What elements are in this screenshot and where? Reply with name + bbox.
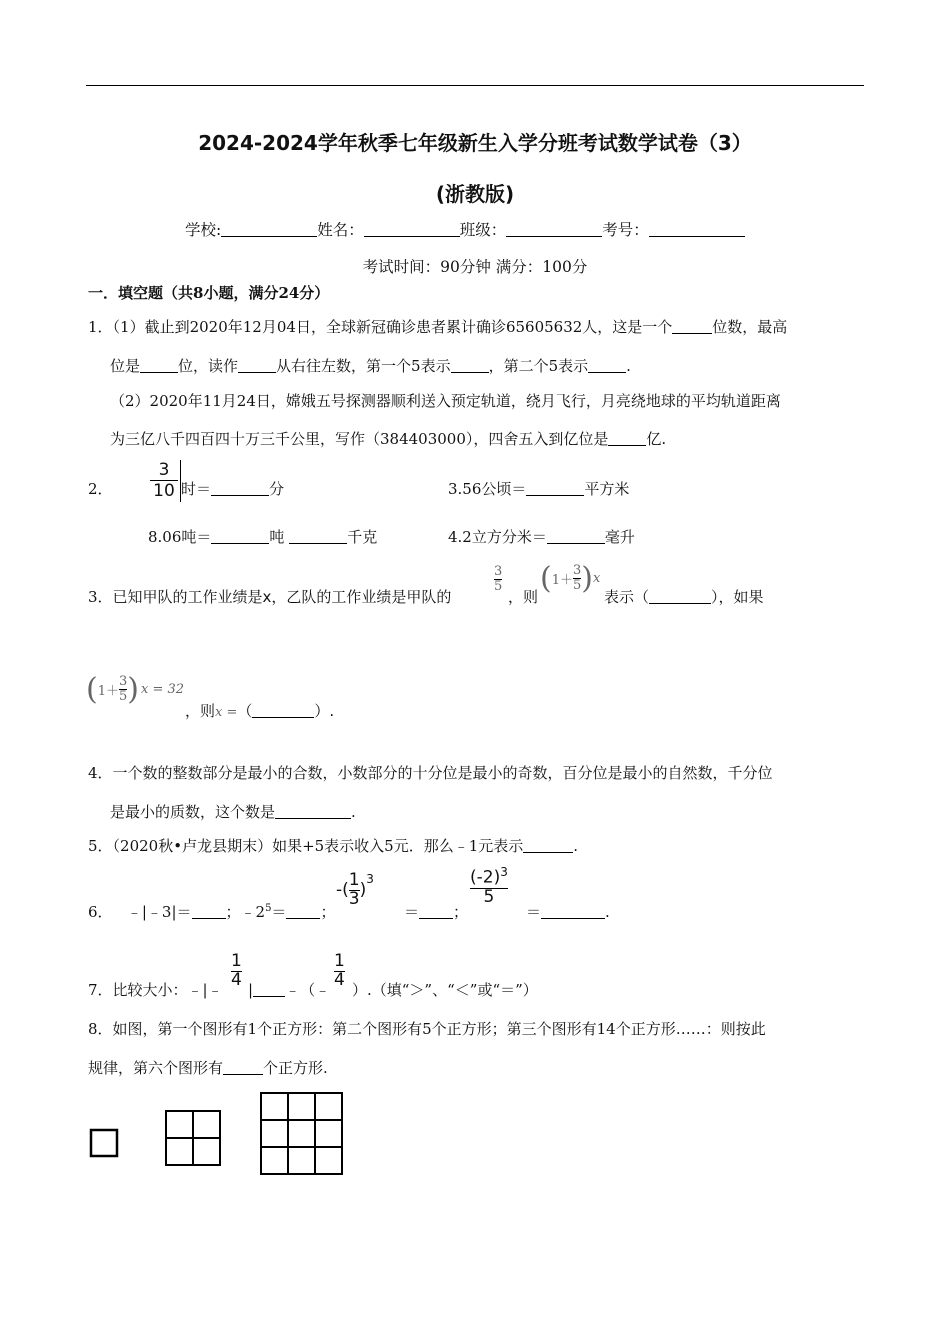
q2-b-unit: 平方米	[584, 480, 630, 498]
figure-3x3	[261, 1093, 342, 1174]
q3-frac-numerator: 3	[494, 564, 503, 579]
exam-time-info: 考试时间：90分钟 满分：100分	[362, 258, 588, 276]
q4-text-2: 是最小的质数，这个数是	[110, 803, 276, 821]
q7-blank[interactable]	[253, 981, 285, 997]
class-label: 班级：	[459, 221, 507, 239]
q3-text-4: ），如果	[711, 588, 764, 606]
q7-fraction-2	[334, 953, 345, 990]
q2-d-text: 4.2立方分米＝	[448, 528, 547, 546]
q6-exp-1: 5	[265, 903, 272, 914]
q1-line-2	[110, 355, 631, 376]
q6-line-c	[526, 901, 610, 922]
q1-text-d1: 为三亿八千四百四十万三千公里，写作（384403000），四舍五入到亿位是	[110, 430, 609, 448]
q3-text-1: 已知甲队的工作业绩是x，乙队的工作业绩是甲队的	[112, 588, 452, 606]
q6-text-2: ；﹣2	[225, 903, 266, 921]
q6-e2-exp: 3	[500, 865, 508, 879]
q3-text-3: 表示（	[604, 588, 650, 606]
q6-line	[88, 901, 335, 922]
exam-no-blank[interactable]	[649, 221, 745, 238]
q7-number: 7．	[88, 981, 113, 999]
q6-e1-post: )	[359, 880, 367, 901]
q7-part-1	[88, 979, 223, 1000]
q2-b-text: 3.56公顷＝	[448, 480, 527, 498]
q3-line-2	[185, 700, 334, 721]
exam-no-label: 考号：	[602, 221, 649, 239]
q7-f2-den: 4	[334, 969, 345, 990]
q6-text-6: ；	[453, 903, 469, 921]
q3-expr-frac-num: 3	[573, 563, 582, 579]
q4-line-2	[110, 801, 356, 822]
q6-e2-num: (-2)	[470, 867, 501, 888]
q3-equation: ( 1＋ $\frac{3}{5}$ ) x = 32	[86, 672, 185, 707]
q2-part-a	[181, 478, 284, 499]
q6-number: 6．	[88, 903, 113, 921]
q3-expr-x: x	[593, 571, 601, 586]
q7-text-3: ﹣（﹣	[285, 981, 331, 999]
name-blank[interactable]	[364, 221, 460, 238]
q2-part-c	[148, 526, 377, 547]
q2-part-d	[448, 526, 635, 547]
q8-line-2	[88, 1057, 328, 1078]
q3-line-1	[88, 586, 451, 607]
section-heading: 一．填空题（共8小题，满分24分）	[88, 284, 330, 302]
q4-text-1: 一个数的整数部分是最小的合数，小数部分的十分位是最小的奇数，百分位是最小的自然数，千分位	[112, 764, 773, 782]
q3-frac-denominator: 5	[494, 578, 503, 594]
q2-c-mid: 吨	[269, 528, 285, 546]
q6-end: .	[605, 903, 610, 921]
q3-eq-rhs: x = 32	[141, 682, 185, 697]
q5-number: 5．	[88, 837, 113, 855]
title-line-1: 2024-2024学年秋季七年级新生入学分班考试数学试卷（3）	[198, 131, 752, 155]
q6-expr-2	[470, 866, 508, 906]
q1-blank-read[interactable]	[238, 357, 276, 373]
q6-line-b	[404, 901, 468, 922]
q6-text-4: ；	[320, 903, 336, 921]
q3-text-2: ，则	[508, 588, 539, 606]
q3-number: 3．	[88, 588, 113, 606]
q3-eq-frac-num: 3	[119, 674, 128, 690]
q6-text-1: ﹣|﹣3|＝	[126, 903, 192, 921]
q7-fraction-1	[231, 953, 242, 990]
q6-e1-num: 1	[348, 870, 360, 890]
q7-part-3: ）.（填“＞”、“＜”或“＝”）	[352, 981, 538, 999]
q6-text-5: ＝	[404, 903, 420, 921]
q1-blank-digits[interactable]	[672, 318, 712, 334]
q1-text-b4: ，第二个5表示	[488, 357, 589, 375]
q7-text-2: |	[248, 981, 254, 999]
q3-text-5: ，则	[185, 702, 216, 720]
q3-blank-1[interactable]	[649, 588, 711, 604]
q3-eq-frac-den: 5	[119, 689, 128, 704]
school-blank[interactable]	[221, 221, 317, 238]
q2-blank-c2[interactable]	[289, 528, 347, 544]
q1-blank-second5[interactable]	[588, 357, 626, 373]
q1-text-b3: 从右往左数，第一个5表示	[276, 357, 451, 375]
q8-blank[interactable]	[223, 1059, 263, 1075]
q2-c-text: 8.06吨＝	[148, 528, 212, 546]
q2-a-text: 时＝	[181, 480, 212, 498]
q4-line-1	[88, 762, 773, 783]
q1-text-b2: 位，读作	[178, 357, 239, 375]
q6-blank-1[interactable]	[192, 903, 226, 919]
q3-blank-2[interactable]	[252, 702, 314, 718]
q6-e1-exp: 3	[366, 872, 374, 886]
q2-frac-numerator: 3	[158, 460, 170, 480]
student-info-line	[185, 218, 745, 240]
q2-blank-a[interactable]	[211, 480, 269, 496]
q6-e1-den: 3	[348, 888, 360, 909]
q7-f1-num: 1	[231, 951, 242, 971]
q6-blank-4[interactable]	[541, 903, 605, 919]
q5-blank[interactable]	[523, 837, 573, 853]
q1-number: 1．	[88, 318, 113, 336]
school-label: 学校:	[185, 221, 222, 239]
q6-blank-3[interactable]	[419, 903, 453, 919]
q1-text-b5: .	[626, 357, 631, 375]
q6-text-3: ＝	[271, 903, 287, 921]
q3-fraction	[494, 565, 502, 593]
q7-part-2	[248, 979, 330, 1000]
q6-blank-2[interactable]	[286, 903, 320, 919]
q3-x-eq: x =	[215, 705, 238, 720]
q5-end: .	[573, 837, 579, 855]
q4-end: .	[351, 803, 356, 821]
q8-figures	[80, 1085, 380, 1185]
q8-line-1	[88, 1018, 766, 1039]
q8-number: 8．	[88, 1020, 113, 1038]
q2-part-b	[448, 478, 629, 499]
q5-text: （2020秋•卢龙县期末）如果+5表示收入5元．那么﹣1元表示	[112, 837, 524, 855]
q1-text-a2: 位数，最高	[712, 318, 788, 336]
q1-blank-first5[interactable]	[451, 357, 489, 373]
q3-line-1b	[604, 586, 764, 607]
title-line-2: (浙教版)	[435, 182, 515, 206]
q3-text-7: ）.	[314, 702, 335, 720]
figure-1x1	[91, 1130, 117, 1156]
q1-line-3: （2）2020年11月24日，嫦娥五号探测器顺利送入预定轨道，绕月飞行，月亮绕地球的平均轨道距离	[110, 392, 781, 410]
q4-number: 4．	[88, 764, 113, 782]
q6-expr-1	[336, 872, 374, 909]
q1-text-d2: 亿.	[646, 430, 667, 448]
q2-blank-c1[interactable]	[211, 528, 269, 544]
q1-line-1	[88, 316, 787, 337]
q3-expr-frac-den: 5	[573, 578, 582, 593]
q2-blank-b[interactable]	[526, 480, 584, 496]
q3-expr-one: 1＋	[551, 573, 573, 588]
q3-text-6: （	[237, 702, 253, 720]
q5-line	[88, 835, 578, 856]
q8-text-2: 规律，第六个图形有	[88, 1059, 224, 1077]
q7-text-1: 比较大小：﹣|﹣	[112, 981, 223, 999]
q8-text-1: 如图，第一个图形有1个正方形：第二个图形有5个正方形；第三个图形有14个正方形……：则按此	[112, 1020, 766, 1038]
q8-text-3: 个正方形.	[263, 1059, 328, 1077]
top-rule	[86, 85, 864, 86]
q6-text-7: ＝	[526, 903, 542, 921]
q2-blank-d[interactable]	[547, 528, 605, 544]
q1-text-b1: 位是	[110, 357, 141, 375]
q3-expression: ( 1＋ $\frac{3}{5}$ ) x	[540, 561, 601, 596]
q7-f1-den: 4	[231, 969, 242, 990]
q7-f2-num: 1	[334, 951, 345, 971]
q1-blank-yi[interactable]	[608, 430, 646, 446]
q4-blank[interactable]	[275, 803, 351, 819]
q2-frac-denominator: 10	[153, 481, 175, 501]
q2-c-unit: 千克	[347, 528, 378, 546]
q1-text-a1: （1）截止到2020年12月04日，全球新冠确诊患者累计确诊65605632人，这是一个	[112, 318, 673, 336]
q2-a-unit: 分	[269, 480, 285, 498]
q2-d-unit: 毫升	[604, 528, 635, 546]
q6-e2-den: 5	[483, 886, 495, 907]
class-blank[interactable]	[506, 221, 602, 238]
q3-eq-one: 1＋	[97, 684, 119, 699]
figure-2x2	[166, 1111, 220, 1165]
q2-number: 2．	[88, 480, 113, 498]
q1-line-4	[110, 428, 666, 449]
q6-e1-pre: -(	[336, 880, 349, 901]
name-label: 姓名：	[317, 221, 364, 239]
q1-blank-highest[interactable]	[140, 357, 178, 373]
q2-fraction	[150, 460, 181, 502]
